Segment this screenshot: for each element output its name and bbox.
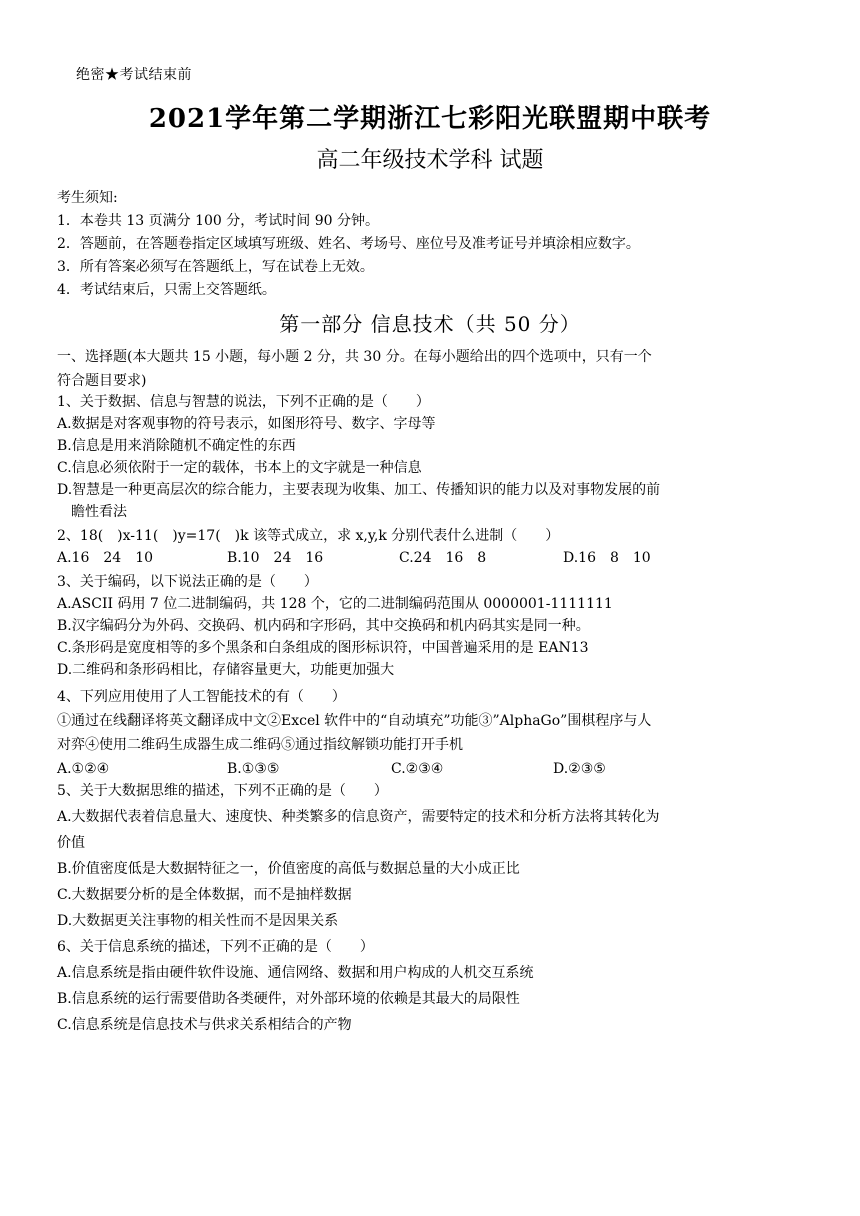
option-a: A.ASCII 码用 7 位二进制编码，共 128 个，它的二进制编码范围从 0000001-1111111 bbox=[57, 596, 613, 612]
option-c: C.信息系统是信息技术与供求关系相结合的产物 bbox=[57, 1017, 352, 1033]
question-1 bbox=[57, 391, 807, 523]
notice-heading: 考生须知: bbox=[57, 190, 118, 206]
question-stem: 2、18( )x-11( )y=17( )k 该等式成立，求 x,y,k 分别代表什么进制（ ） bbox=[57, 528, 560, 544]
question-stem: 1、关于数据、信息与智慧的说法，下列不正确的是（ ） bbox=[57, 394, 430, 410]
section-intro-line: 一、选择题(本大题共 15 小题，每小题 2 分，共 30 分。在每小题给出的四个选项中，只有一个 bbox=[57, 349, 652, 365]
question-stem: 4、下列应用使用了人工智能技术的有（ ） bbox=[57, 689, 346, 705]
exam-subtitle: 高二年级技术学科 试题 bbox=[316, 148, 544, 173]
option-a: A.数据是对客观事物的符号表示，如图形符号、数字、字母等 bbox=[57, 416, 436, 432]
question-5 bbox=[57, 778, 807, 934]
option-c: C.②③④ bbox=[391, 761, 444, 777]
option-b: B.10 24 16 bbox=[227, 550, 324, 566]
option-b: B.信息是用来消除随机不确定性的东西 bbox=[57, 438, 296, 454]
option-a: A.16 24 10 bbox=[57, 550, 154, 566]
option-b: B.汉字编码分为外码、交换码、机内码和字形码，其中交换码和机内码其实是同一种。 bbox=[57, 618, 590, 634]
option-d: D.大数据更关注事物的相关性而不是因果关系 bbox=[57, 913, 339, 929]
notice-item: 3．所有答案必须写在答题纸上，写在试卷上无效。 bbox=[57, 259, 374, 275]
option-b: B.价值密度低是大数据特征之一，价值密度的高低与数据总量的大小成正比 bbox=[57, 861, 520, 877]
option-d: D.二维码和条形码相比，存储容量更大，功能更加强大 bbox=[57, 662, 395, 678]
section-intro bbox=[57, 345, 807, 393]
option-d: D.16 8 10 bbox=[563, 550, 651, 566]
notice-item: 4．考试结束后，只需上交答题纸。 bbox=[57, 282, 276, 298]
question-body: ①通过在线翻译将英文翻译成中文②Excel 软件中的“自动填充”功能③”AlphaGo”围棋程序与人 bbox=[57, 713, 652, 729]
option-b: B.信息系统的运行需要借助各类硬件，对外部环境的依赖是其最大的局限性 bbox=[57, 991, 520, 1007]
question-3 bbox=[57, 571, 807, 681]
option-c: C.大数据要分析的是全体数据，而不是抽样数据 bbox=[57, 887, 352, 903]
question-stem: 5、关于大数据思维的描述，下列不正确的是（ ） bbox=[57, 783, 388, 799]
question-stem: 3、关于编码，以下说法正确的是（ ） bbox=[57, 574, 318, 590]
notice-block bbox=[57, 187, 807, 302]
option-a: A.①②④ bbox=[57, 761, 110, 777]
option-c: C.24 16 8 bbox=[399, 550, 487, 566]
option-a: A.大数据代表着信息量大、速度快、种类繁多的信息资产，需要特定的技术和分析方法将其转化为 bbox=[57, 809, 660, 825]
option-a-continued: 价值 bbox=[57, 835, 85, 851]
exam-title: 2021学年第二学期浙江七彩阳光联盟期中联考 bbox=[148, 104, 712, 134]
option-d-continued: 瞻性看法 bbox=[71, 504, 127, 520]
notice-item: 1．本卷共 13 页满分 100 分，考试时间 90 分钟。 bbox=[57, 213, 379, 229]
notice-item: 2．答题前，在答题卷指定区域填写班级、姓名、考场号、座位号及准考证号并填涂相应数字。 bbox=[57, 236, 640, 252]
option-d: D.②③⑤ bbox=[553, 761, 606, 777]
section-intro-line: 符合题目要求) bbox=[57, 373, 147, 389]
option-b: B.①③⑤ bbox=[227, 761, 280, 777]
option-c: C.条形码是宽度相等的多个黑条和白条组成的图形标识符，中国普遍采用的是 EAN13 bbox=[57, 640, 589, 656]
question-body: 对弈④使用二维码生成器生成二维码⑤通过指纹解锁功能打开手机 bbox=[57, 737, 463, 753]
question-stem: 6、关于信息系统的描述，下列不正确的是（ ） bbox=[57, 939, 374, 955]
option-d: D.智慧是一种更高层次的综合能力，主要表现为收集、加工、传播知识的能力以及对事物发展的前 bbox=[57, 482, 661, 498]
question-6 bbox=[57, 934, 807, 1038]
option-c: C.信息必须依附于一定的载体，书本上的文字就是一种信息 bbox=[57, 460, 422, 476]
question-2 bbox=[57, 525, 807, 569]
options-row bbox=[57, 547, 807, 569]
confidential-label: 绝密★考试结束前 bbox=[76, 67, 192, 83]
question-4 bbox=[57, 685, 807, 781]
part-title: 第一部分 信息技术（共 50 分） bbox=[279, 312, 581, 336]
option-a: A.信息系统是指由硬件软件设施、通信网络、数据和用户构成的人机交互系统 bbox=[57, 965, 534, 981]
